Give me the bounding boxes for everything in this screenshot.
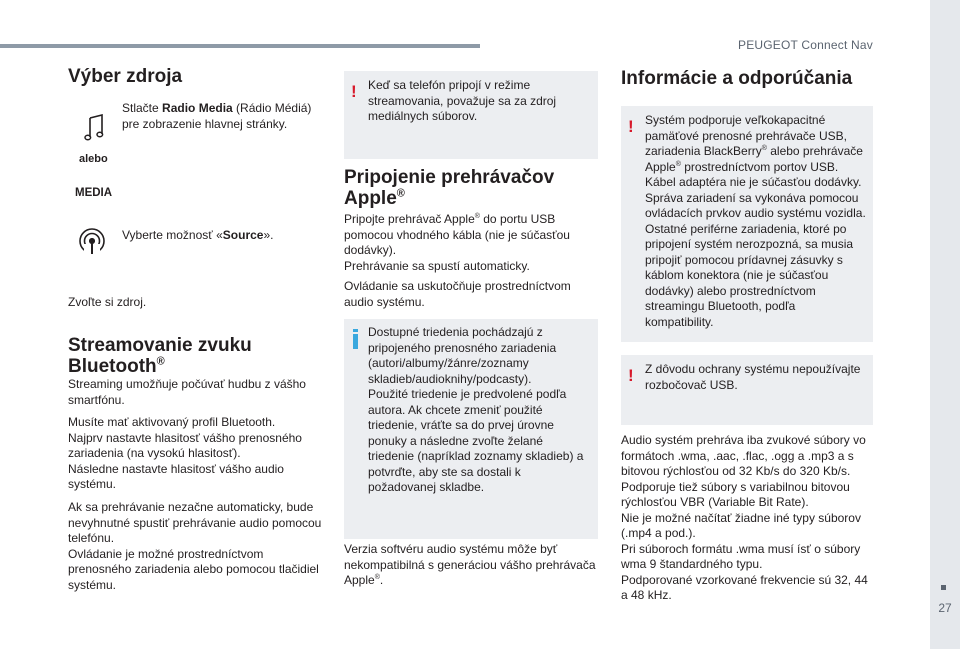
heading-info-recommendations: Informácie a odporúčania	[621, 68, 853, 89]
step-source: Vyberte možnosť «Source».	[122, 228, 274, 242]
header-bar	[0, 44, 480, 48]
media-label: MEDIA	[75, 187, 113, 199]
bluetooth-para-1: Streaming umožňuje počúvať hudbu z vášho smartfónu.	[68, 377, 306, 407]
step-radio-media: Stlačte Radio Media (Rádio Médiá) pre zobrazenie hlavnej stránky.	[122, 101, 312, 131]
side-strip	[930, 0, 960, 649]
warning-note-streaming: ! Keď sa telefón pripojí v režime streamovania, považuje sa za zdroj mediálnych súborov.	[344, 71, 598, 159]
heading-apple-players: Pripojenie prehrávačov Apple®	[344, 167, 555, 209]
apple-para-3: Verzia softvéru audio systému môže byť nekompatibilná s generáciou vášho prehrávača Apple®.	[344, 542, 596, 587]
header-brand: PEUGEOT Connect Nav	[738, 38, 873, 52]
formats-paragraph: Audio systém prehráva iba zvukové súbory vo formátoch .wma, .aac, .flac, .ogg a .mp3 a s bitovou rýchlosťou od 32 Kb/s do 320 Kb/s. Podporuje tiež súbory s variabilnou bitovou rýchlosťou VBR (Variable Bit Rate). Nie je možné načítať žiadne iné typy súborov (.mp4 a pod.). Pri súboroch formátu .wma musí ísť o súbory wma 9 štandardného typu. Podporované vzorkované frekvencie sú 32, 44 a 48 kHz.	[621, 433, 868, 602]
heading-bluetooth-streaming: Streamovanie zvuku Bluetooth®	[68, 335, 252, 377]
step-choose-source: Zvoľte si zdroj.	[68, 295, 147, 309]
warning-note-hub: ! Z dôvodu ochrany systému nepoužívajte rozbočovač USB.	[621, 355, 873, 425]
warning-note-usb: ! Systém podporuje veľkokapacitné pamäťové prenosné prehrávače USB, zariadenia BlackBerry® alebo prehrávače Apple® prostredníctvom portov USB. Kábel adaptéra nie je súčasťou dodávky. Správa zariadení sa vykonáva pomocou ovládacích prvkov audio systému vozidla. Ostatné periférne zariadenia, ktoré po pripojení systém nerozpozná, sa musia pripojiť pomocou prídavnej zásuvky s káblom konektora (nie je súčasťou dodávky) alebo prostredníctvom streamingu Bluetooth, podľa kompatibility.	[621, 106, 873, 342]
exclamation-icon: !	[351, 82, 357, 101]
page-end-marker	[941, 585, 946, 590]
apple-para-1: Pripojte prehrávač Apple® do portu USB pomocou vhodného kábla (nie je súčasťou dodávky). Prehrávanie sa spustí automaticky.	[344, 212, 570, 273]
heading-vyber-zdroja: Výber zdroja	[68, 66, 183, 87]
exclamation-icon: !	[628, 117, 634, 136]
bluetooth-para-3: Ak sa prehrávanie nezačne automaticky, bude nevyhnutné spustiť prehrávanie audio pomocou telefónu. Ovládanie je možné prostredníctvom prenosného zariadenia alebo pomocou tlačidiel systému.	[68, 500, 322, 592]
apple-para-2: Ovládanie sa uskutočňuje prostredníctvom audio systému.	[344, 279, 571, 309]
bluetooth-para-2: Musíte mať aktivovaný profil Bluetooth. Najprv nastavte hlasitosť vášho prenosného zariadenia (na vysokú hlasitosť). Následne nastavte hlasitosť vášho audio systému.	[68, 415, 302, 491]
page-number: 27	[938, 601, 952, 615]
music-note-icon	[84, 114, 104, 142]
info-bar-icon	[352, 329, 360, 349]
broadcast-icon	[78, 227, 106, 255]
info-icon	[352, 329, 360, 353]
alebo-label: alebo	[79, 153, 108, 165]
info-note-sorting: Dostupné triedenia pochádzajú z pripojeného prenosného zariadenia (autori/albumy/žánre/zoznamy skladieb/audioknihy/podcasty). Použité triedenie je predvolené podľa autora. Ak chcete zmeniť použité triedenie, vráťte sa do prvej úrovne ponuky a následne zvoľte želané triedenie (napríklad zoznamy skladieb) a potvrďte, aby ste sa dostali k požadovanej skladbe.	[344, 319, 598, 539]
exclamation-icon: !	[628, 366, 634, 385]
